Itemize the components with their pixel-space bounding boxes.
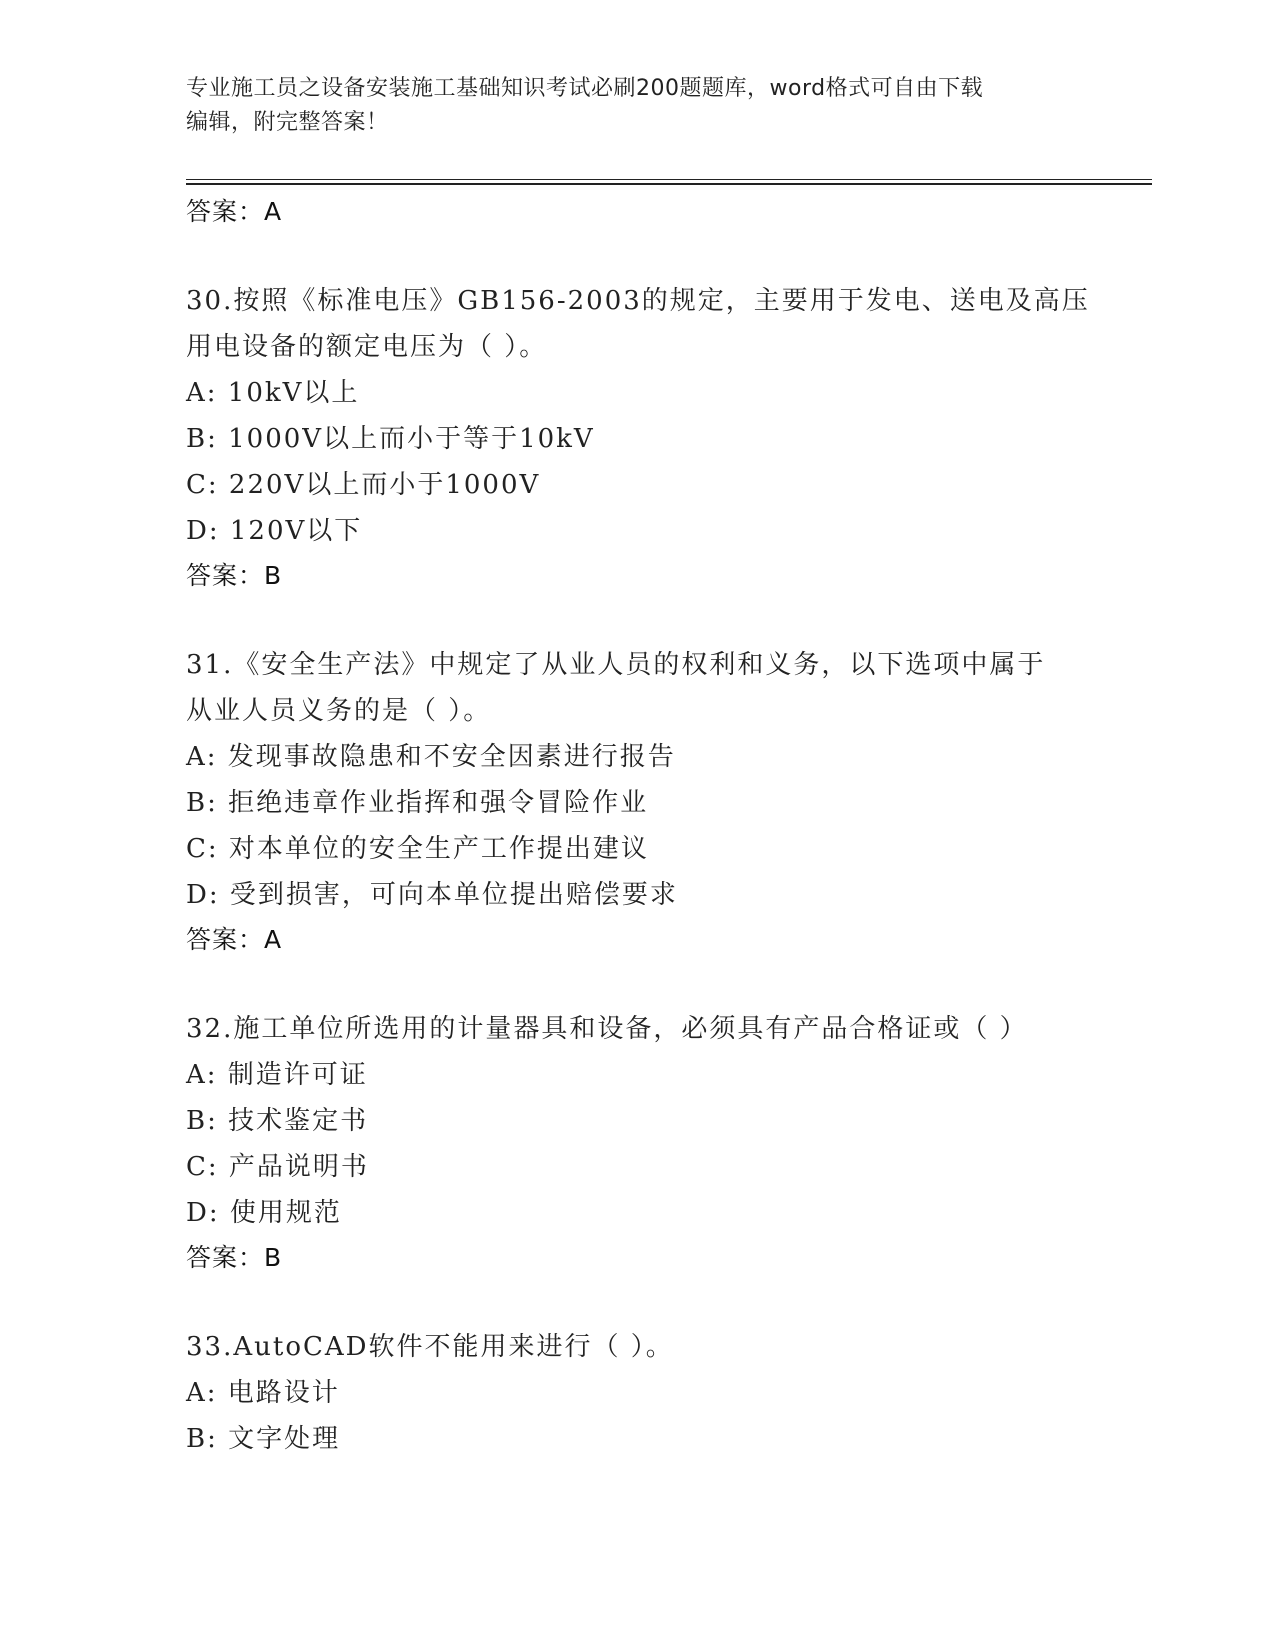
answer-prev: 答案：A bbox=[186, 197, 283, 226]
question-33-stem-line-1: 33.AutoCAD软件不能用来进行（ ）。 bbox=[186, 1332, 674, 1362]
question-31-option-a: A: 发现事故隐患和不安全因素进行报告 bbox=[186, 742, 676, 772]
spacer bbox=[186, 1280, 1086, 1324]
header-line-1: 专业施工员之设备安装施工基础知识考试必刷200题题库，word格式可自由下载 bbox=[186, 76, 984, 101]
question-31 bbox=[186, 642, 1086, 734]
question-31-option-b: B: 拒绝违章作业指挥和强令冒险作业 bbox=[186, 788, 649, 818]
question-32-option-b: B: 技术鉴定书 bbox=[186, 1106, 369, 1136]
document-header bbox=[186, 72, 1086, 140]
question-31-option-c: C: 对本单位的安全生产工作提出建议 bbox=[186, 834, 649, 864]
question-33 bbox=[186, 1324, 1086, 1370]
question-30-option-a: A: 10kV以上 bbox=[186, 378, 360, 408]
question-32-answer: 答案：B bbox=[186, 1243, 283, 1272]
question-list bbox=[186, 190, 1090, 1462]
spacer bbox=[186, 962, 1086, 1006]
question-30-option-c: C: 220V以上而小于1000V bbox=[186, 470, 541, 500]
question-30-option-b: B: 1000V以上而小于等于10kV bbox=[186, 424, 595, 454]
question-32-stem-line-1: 32.施工单位所选用的计量器具和设备，必须具有产品合格证或（ ） bbox=[186, 1014, 1028, 1044]
question-33-option-b: B: 文字处理 bbox=[186, 1424, 341, 1454]
question-30-option-d: D: 120V以下 bbox=[186, 516, 363, 546]
header-line-2: 编辑，附完整答案！ bbox=[186, 110, 389, 135]
question-30-stem-line-1: 30.按照《标准电压》GB156-2003的规定，主要用于发电、送电及高压 bbox=[186, 286, 1090, 316]
question-32-option-a: A: 制造许可证 bbox=[186, 1060, 368, 1090]
question-32-option-d: D: 使用规范 bbox=[186, 1198, 342, 1228]
question-32-option-c: C: 产品说明书 bbox=[186, 1152, 369, 1182]
question-31-stem-line-2: 从业人员义务的是（ ）。 bbox=[186, 696, 492, 726]
spacer bbox=[186, 234, 1086, 278]
question-33-option-a: A: 电路设计 bbox=[186, 1378, 340, 1408]
question-32 bbox=[186, 1006, 1086, 1052]
question-30-answer: 答案：B bbox=[186, 561, 283, 590]
header-divider-thin bbox=[186, 179, 1152, 180]
question-30 bbox=[186, 278, 1090, 370]
question-31-option-d: D: 受到损害，可向本单位提出赔偿要求 bbox=[186, 880, 678, 910]
question-31-stem-line-1: 31.《安全生产法》中规定了从业人员的权利和义务，以下选项中属于 bbox=[186, 650, 1046, 680]
question-30-stem-line-2: 用电设备的额定电压为（ ）。 bbox=[186, 332, 548, 362]
question-31-answer: 答案：A bbox=[186, 925, 283, 954]
header-divider-thick bbox=[186, 183, 1152, 185]
spacer bbox=[186, 598, 1086, 642]
